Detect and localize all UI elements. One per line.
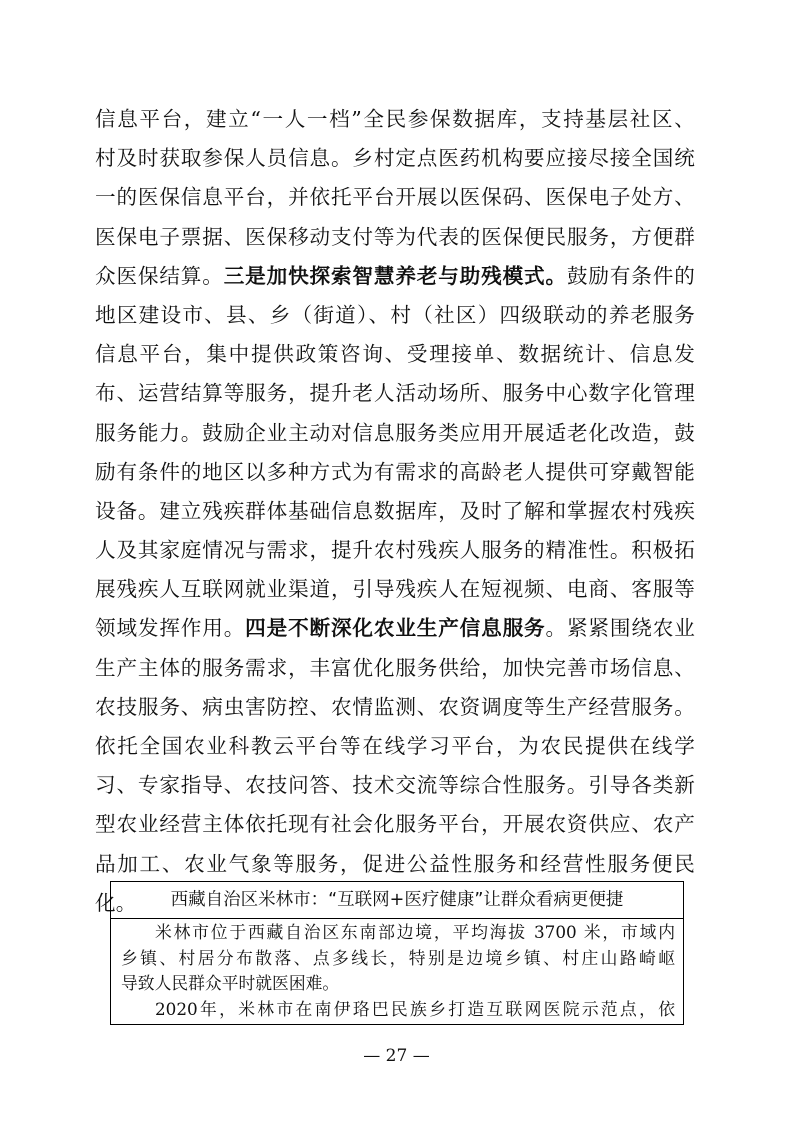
body-text (95, 100, 695, 923)
bold-heading-four: 四是不断深化农业生产信息服务 (245, 616, 546, 641)
text-line: 习、专家指导、农技问答、技术交流等综合性服务。引导各类新 (95, 773, 695, 798)
text-line: 型农业经营主体依托现有社会化服务平台，开展农资供应、农产 (95, 812, 695, 837)
page-number: — 27 — (363, 1046, 430, 1066)
text-line: 生产主体的服务需求，丰富优化服务供给，加快完善市场信息、 (95, 655, 695, 680)
case-study-line: 米林市位于西藏自治区东南部边境，平均海拔 3700 米，市域内 (155, 922, 675, 942)
text-line: 依托全国农业科教云平台等在线学习平台，为农民提供在线学 (95, 734, 695, 758)
text-line: 村及时获取参保人员信息。乡村定点医药机构要应接尽接全国统 (95, 146, 695, 171)
text-line: 农技服务、病虫害防控、农情监测、农资调度等生产经营服务。 (95, 694, 695, 719)
case-study-body (121, 920, 675, 1022)
text-line: 医保电子票据、医保移动支付等为代表的医保便民服务，方便群 (95, 224, 695, 249)
text-line: 一的医保信息平台，并依托平台开展以医保码、医保电子处方、 (95, 185, 695, 210)
text-line: 设备。建立残疾群体基础信息数据库，及时了解和掌握农村残疾 (95, 498, 695, 523)
case-study-line: 导致人民群众平时就医困难。 (121, 973, 340, 993)
case-study-box (110, 881, 684, 1025)
text-line: 信息平台，建立“一人一档”全民参保数据库，支持基层社区、 (95, 107, 695, 131)
text-line: 化。 (95, 890, 137, 915)
text-line: 人及其家庭情况与需求，提升农村残疾人服务的精准性。积极拓 (95, 538, 695, 563)
bold-heading-three: 三是加快探索智慧养老与助残模式。 (223, 263, 567, 288)
text-line: 服务能力。鼓励企业主动对信息服务类应用开展适老化改造，鼓 (95, 420, 695, 445)
case-study-line: 乡镇、村居分布散落、点多线长，特别是边境乡镇、村庄山路崎岖 (121, 947, 675, 968)
text-line: 领域发挥作用。四是不断深化农业生产信息服务。紧紧围绕农业 (95, 616, 696, 641)
text-line: 品加工、农业气象等服务，促进公益性服务和经营性服务便民 (95, 851, 695, 876)
text-line: 布、运营结算等服务，提升老人活动场所、服务中心数字化管理 (95, 381, 695, 406)
case-study-title: 西藏自治区米林市：“互联网+医疗健康”让群众看病更便捷 (111, 882, 683, 919)
text-line: 地区建设市、县、乡（街道）、村（社区）四级联动的养老服务 (95, 302, 695, 327)
text-line: 众医保结算。三是加快探索智慧养老与助残模式。鼓励有条件的 (95, 263, 696, 288)
text-line: 信息平台，集中提供政策咨询、受理接单、数据统计、信息发 (95, 342, 695, 367)
case-study-line: 2020年，米林市在南伊珞巴民族乡打造互联网医院示范点，依 (155, 998, 675, 1019)
text-line: 励有条件的地区以多种方式为有需求的高龄老人提供可穿戴智能 (95, 459, 695, 484)
text-line: 展残疾人互联网就业渠道，引导残疾人在短视频、电商、客服等 (95, 577, 695, 602)
